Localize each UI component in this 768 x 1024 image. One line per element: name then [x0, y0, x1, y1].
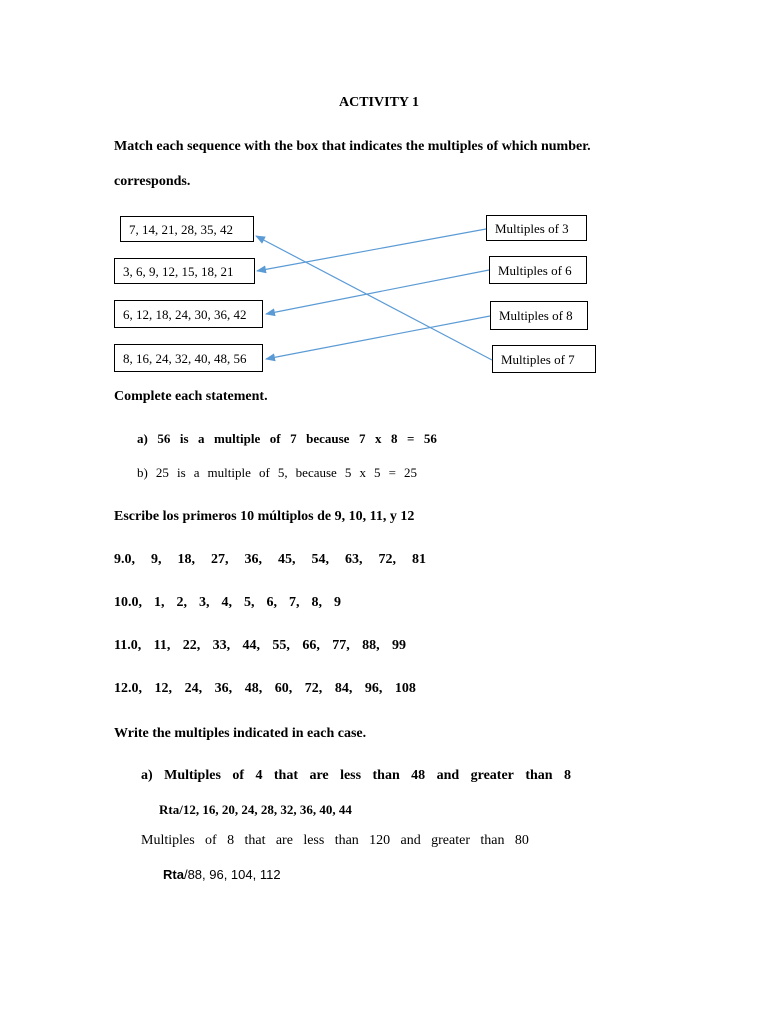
answer-a: Rta/12, 16, 20, 24, 28, 32, 36, 40, 44 — [159, 802, 352, 817]
multiple-value: 81 — [412, 552, 426, 567]
multiple-value: 99 — [391, 638, 406, 653]
sequence-box-8: 8, 16, 24, 32, 40, 48, 56 — [114, 344, 263, 372]
statement-a-word: 56 — [157, 431, 171, 446]
write-heading: Write the multiples indicated in each case. — [114, 726, 367, 741]
multiple-value: 66, — [302, 638, 320, 653]
statement-a — [137, 431, 437, 447]
multiple-value: 72, — [304, 681, 323, 696]
multiple-value: 22, — [182, 638, 201, 653]
multiple-value: 11.0, — [114, 638, 142, 653]
arrow-multiples-of-3 — [257, 229, 486, 271]
multiples-of-8-box: Multiples of 8 — [490, 301, 588, 330]
statement-b-word: = — [388, 465, 396, 480]
multiple-value: 4, — [221, 595, 232, 610]
statement-b-word: 5 — [374, 465, 381, 480]
sequence-box-3: 3, 6, 9, 12, 15, 18, 21 — [114, 258, 255, 284]
statement-b-word: multiple — [207, 465, 251, 480]
complete-heading: Complete each statement. — [114, 389, 268, 404]
multiples-row-12 — [114, 681, 416, 697]
multiple-value: 96, — [364, 681, 383, 696]
case-a-word: a) — [141, 768, 153, 783]
multiple-value: 9 — [334, 595, 341, 610]
case-b-word: than — [334, 833, 359, 848]
multiple-value: 1, — [154, 595, 165, 610]
page-title: ACTIVITY 1 — [339, 95, 419, 110]
statement-b-word: of — [258, 465, 270, 480]
case-a-word: less — [340, 768, 362, 783]
multiple-value: 18, — [177, 552, 195, 567]
case-a-word: greater — [470, 768, 514, 783]
case-a-word: 4 — [255, 768, 263, 783]
statement-a-word: because — [306, 431, 350, 446]
multiple-value: 2, — [176, 595, 187, 610]
multiple-value: 63, — [345, 552, 363, 567]
case-a-word: that — [273, 768, 298, 783]
statement-b-word: 25 — [403, 465, 417, 480]
statement-a-word: 7 — [290, 431, 297, 446]
statement-b-word: 5, — [277, 465, 288, 480]
multiple-value: 9, — [151, 552, 162, 567]
multiple-value: 77, — [332, 638, 350, 653]
multiple-value: 45, — [278, 552, 296, 567]
multiple-value: 36, — [244, 552, 262, 567]
multiples-of-6-box: Multiples of 6 — [489, 256, 587, 284]
statement-b-word: 25 — [155, 465, 169, 480]
case-a-word: and — [436, 768, 460, 783]
multiple-value: 108 — [394, 681, 416, 696]
case-a-word: 8 — [564, 768, 571, 783]
multiple-value: 60, — [274, 681, 293, 696]
multiple-value: 3, — [199, 595, 210, 610]
case-b-word: greater — [431, 833, 470, 848]
case-a-word: than — [525, 768, 553, 783]
multiple-value: 8, — [311, 595, 322, 610]
case-b-word: 80 — [514, 833, 529, 848]
multiple-value: 10.0, — [114, 595, 142, 610]
statement-b-word: a — [193, 465, 200, 480]
case-a-word: 48 — [411, 768, 426, 783]
case-a-word: than — [372, 768, 400, 783]
case-b-word: that — [244, 833, 266, 848]
instruction-line-2: corresponds. — [114, 174, 191, 189]
multiple-value: 54, — [311, 552, 329, 567]
case-b-word: are — [275, 833, 293, 848]
statement-b — [137, 465, 417, 481]
multiples-of-7-box: Multiples of 7 — [492, 345, 596, 373]
statement-a-word: x — [374, 431, 382, 446]
case-b-word: of — [205, 833, 217, 848]
sequence-box-6: 6, 12, 18, 24, 30, 36, 42 — [114, 300, 263, 328]
sequence-box-7: 7, 14, 21, 28, 35, 42 — [120, 216, 254, 242]
answer-b-value: /88, 96, 104, 112 — [183, 867, 281, 882]
statement-a-word: a) — [137, 431, 148, 446]
case-b-word: less — [303, 833, 325, 848]
statement-a-word: a — [198, 431, 205, 446]
multiples-row-10 — [114, 595, 341, 611]
multiple-value: 24, — [184, 681, 203, 696]
statement-a-word: 7 — [358, 431, 366, 446]
case-b-word: 8 — [227, 833, 235, 848]
multiple-value: 27, — [211, 552, 229, 567]
multiple-value: 5, — [244, 595, 255, 610]
arrow-multiples-of-7 — [256, 236, 492, 360]
answer-b — [163, 867, 281, 882]
case-b-word: Multiples — [141, 833, 195, 848]
case-a-word: Multiples — [164, 768, 221, 783]
case-b-word: than — [480, 833, 505, 848]
statement-a-word: 56 — [423, 431, 437, 446]
multiple-value: 11, — [153, 638, 171, 653]
multiples-row-9 — [114, 552, 426, 568]
multiple-value: 48, — [244, 681, 263, 696]
multiple-value: 84, — [334, 681, 353, 696]
statement-b-word: b) — [137, 465, 148, 480]
multiples-row-11 — [114, 638, 406, 654]
case-b — [141, 833, 529, 849]
instruction-line-1: Match each sequence with the box that indicates the multiples of which number. — [114, 139, 591, 154]
multiple-value: 88, — [362, 638, 380, 653]
case-b-word: 120 — [369, 833, 391, 848]
case-b-word: and — [400, 833, 421, 848]
multiple-value: 12, — [154, 681, 173, 696]
statement-b-word: is — [176, 465, 186, 480]
multiple-value: 55, — [272, 638, 290, 653]
statement-a-word: = — [406, 431, 415, 446]
arrow-multiples-of-6 — [266, 270, 489, 314]
multiple-value: 36, — [214, 681, 233, 696]
statement-a-word: 8 — [390, 431, 398, 446]
multiple-value: 7, — [289, 595, 300, 610]
statement-b-word: because — [295, 465, 337, 480]
statement-b-word: x — [359, 465, 366, 480]
arrow-multiples-of-8 — [266, 316, 490, 359]
escribe-heading: Escribe los primeros 10 múltiplos de 9, 10, 11, y 12 — [114, 509, 415, 524]
statement-a-word: multiple — [214, 431, 261, 446]
case-a — [141, 768, 571, 784]
multiple-value: 6, — [266, 595, 277, 610]
case-a-word: of — [232, 768, 244, 783]
multiple-value: 72, — [378, 552, 396, 567]
statement-a-word: is — [179, 431, 189, 446]
case-a-word: are — [309, 768, 329, 783]
answer-b-label: Rta — [163, 867, 184, 882]
multiple-value: 44, — [242, 638, 261, 653]
multiples-of-3-box: Multiples of 3 — [486, 215, 587, 241]
multiple-value: 12.0, — [114, 681, 142, 696]
multiple-value: 33, — [212, 638, 231, 653]
statement-a-word: of — [269, 431, 281, 446]
multiple-value: 9.0, — [114, 552, 135, 567]
statement-b-word: 5 — [344, 465, 352, 480]
